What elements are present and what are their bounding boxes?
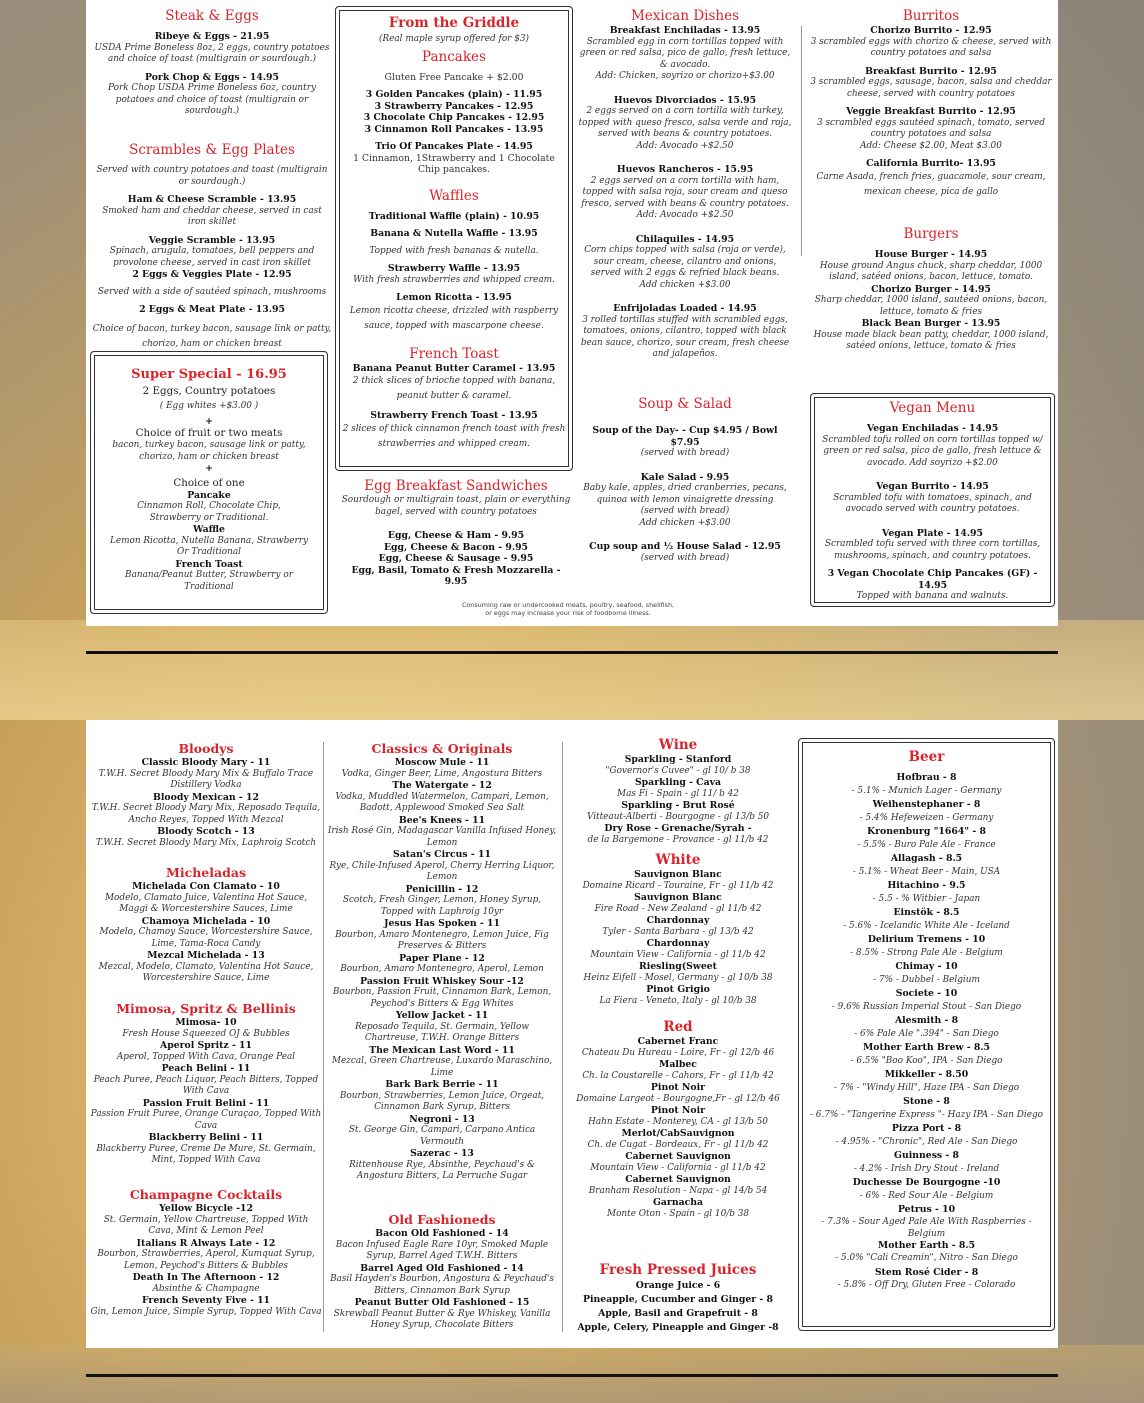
beer-detail: - 5.5 - % Witbier - Japan <box>872 893 981 904</box>
wine-name: Sauvignon Blanc <box>634 892 722 903</box>
wine-detail: Branham Resolution - Napa - gl 14/b 54 <box>588 1185 768 1196</box>
section-intro: Sourdough or multigrain toast, plain or everything bagel, served with country potatoes <box>341 495 571 517</box>
beer-name: Societe - 10 <box>895 988 958 999</box>
menu-item: Jesus Has Spoken - 11 <box>384 918 500 929</box>
item-description: Choice of bacon, turkey bacon, sausage link or patty, chorizo, ham or chicken breast <box>92 323 332 349</box>
item-description: Topped with banana and walnuts. <box>856 591 1009 601</box>
menu-item: 3 Strawberry Pancakes - 12.95 <box>374 100 534 112</box>
column-divider <box>562 742 563 1332</box>
menu-item: 3 Chocolate Chip Pancakes - 12.95 <box>363 112 545 123</box>
wine-name: Pinot Noir <box>650 1082 706 1093</box>
item-description: 1 Cinnamon, 1Strawberry and 1 Chocolate Chip pancakes. <box>353 152 555 175</box>
subsection-title: White <box>655 852 701 868</box>
item-description: Mezcal, Green Chartreuse, Luxardo Maraschino, Lime <box>331 1056 553 1078</box>
item-description: Pork Chop USDA Prime Boneless 6oz, country potatoes and choice of toast (multigrain or sourdough.) <box>108 83 316 116</box>
burgers-section <box>806 226 1056 353</box>
item-description: Bourbon, Strawberries, Lemon Juice, Orgeat, Cinnamon Bark Syrup, Bitters <box>339 1090 545 1112</box>
beer-detail: - 6.7% - "Tangerine Express "- Hazy IPA - San Diego <box>809 1109 1043 1120</box>
item-description: Rye, Chile-Infused Aperol, Cherry Herring Liquor, Lemon <box>329 860 555 882</box>
wine-name: Merlot/CabSauvignon <box>621 1128 735 1139</box>
menu-item: Vegan Enchiladas - 14.95 <box>866 423 999 434</box>
beer-name: Delirium Tremens - 10 <box>867 934 986 945</box>
menu-item: Cup soup and ½ House Salad - 12.95 <box>589 541 781 552</box>
menu-item: Veggie Breakfast Burrito - 12.95 <box>846 106 1016 117</box>
beer-detail: - 6% - Red Sour Ale - Belgium <box>859 1190 994 1201</box>
section-title: Bloodys <box>178 741 234 756</box>
item-description: Reposado Tequila, St. Germain, Yellow Chartreuse, T.W.H. Orange Bitters <box>355 1021 529 1043</box>
menu-item: Veggie Scramble - 13.95 <box>148 234 276 246</box>
item-description: 2 thick slices of brioche topped with banana, peanut butter & caramel. <box>352 376 556 401</box>
item-description: Gin, Lemon Juice, Simple Syrup, Topped With Cava <box>90 1306 322 1317</box>
menu-item: Passion Fruit Whiskey Sour -12 <box>360 975 524 987</box>
item-description: Modelo, Chamoy Sauce, Worcestershire Sauce, Lime, Tama-Roca Candy <box>99 927 313 949</box>
item-description: Bourbon, Passion Fruit, Cinnamon Bark, Lemon, Peychod's Bitters & Egg Whites <box>332 987 552 1009</box>
mimosa-section <box>90 1000 322 1167</box>
menu-item: Vegan Plate - 14.95 <box>882 527 983 539</box>
wine-detail: Chateau Du Hureau - Loire, Fr - gl 12/b 46 <box>581 1047 775 1058</box>
beer-name: Hitachino - 9.5 <box>887 880 966 891</box>
wine-detail: Heinz Eifell - Mosel, Germany - gl 10/b 38 <box>583 972 773 983</box>
item-description: Peach Puree, Peach Liquor, Peach Bitters, Topped With Cava <box>93 1074 319 1096</box>
item-description: Vodka, Ginger Beer, Lime, Angostura Bitters <box>341 768 543 779</box>
wine-detail: Monte Oton - Spain - gl 10/b 38 <box>607 1208 749 1219</box>
section-title: Vegan Menu <box>889 400 976 416</box>
item-description: Skrewball Peanut Butter & Rye Whiskey, Vanilla Honey Syrup, Chocolate Bitters <box>333 1308 551 1330</box>
item-addon: Add: Cheese $2.00, Meat $3.00 <box>860 140 1002 151</box>
beer-name: Duchesse De Bourgogne -10 <box>852 1177 1001 1188</box>
section-title: Steak & Eggs <box>165 8 259 24</box>
menu-item: The Watergate - 12 <box>392 780 492 791</box>
item-addon: Add: Avocado +$2.50 <box>636 210 734 220</box>
section-title: Wine <box>658 737 698 753</box>
menu-item: Orange Juice - 6 <box>635 1280 721 1291</box>
wine-detail: Mas Fi - Spain - gl 11/ b 42 <box>617 788 739 799</box>
wine-section <box>568 737 788 1220</box>
beer-detail: - 4.2% - Irish Dry Stout - Ireland <box>853 1163 1000 1174</box>
menu-item: Egg, Cheese & Ham - 9.95 <box>387 530 525 541</box>
background-glow <box>0 620 1144 720</box>
beer-detail: - 9.6% Russian Imperial Stout - San Diego <box>831 1001 1022 1012</box>
menu-item: 3 Cinnamon Roll Pancakes - 13.95 <box>364 123 544 135</box>
item-description: Topped with fresh bananas & nutella. <box>369 245 539 256</box>
beer-name: Mother Earth Brew - 8.5 <box>862 1042 991 1053</box>
section-intro: Served with country potatoes and toast (multigrain or sourdough.) <box>96 165 328 187</box>
item-description: Bacon Infused Eagle Rare 10yr, Smoked Maple Syrup, Barrel Aged T.W.H. Bitters <box>335 1239 549 1261</box>
food-safety-note: Consuming raw or undercooked meats, poultry, seafood, shellfish, or eggs may increase your risk of foodborne illness. <box>461 601 675 617</box>
item-description: Bourbon, Amaro Montenegro, Aperol, Lemon <box>340 964 544 974</box>
item-description: 2 slices of thick cinnamon french toast with fresh strawberries and whipped cream. <box>342 423 566 449</box>
item-description: Fresh House Squeezed OJ & Bubbles <box>122 1028 290 1039</box>
menu-item: Peanut Butter Old Fashioned - 15 <box>354 1297 530 1308</box>
section-subtitle: (Real maple syrup offered for $3) <box>378 34 529 44</box>
menu-item: Breakfast Burrito - 12.95 <box>865 65 997 77</box>
menu-item: Penicillin - 12 <box>405 883 479 895</box>
option-description: Banana/Peanut Butter, Strawberry or Traditional <box>125 570 293 592</box>
menu-item: Sazerac - 13 <box>410 1148 474 1159</box>
wine-detail: Mountain View - California - gl 11/b 42 <box>590 949 766 960</box>
item-addon: Add chicken +$3.00 <box>639 517 731 528</box>
wine-detail: Hahn Estate - Monterey, CA - gl 13/b 50 <box>588 1116 768 1127</box>
wine-name: Dry Rose - Grenache/Syrah - <box>604 823 752 834</box>
wine-detail: Ch. de Cugat - Bordeaux, Fr - gl 11/b 42 <box>587 1139 769 1150</box>
subsection-title: Waffles <box>429 187 479 204</box>
wine-name: Pinot Noir <box>650 1105 706 1116</box>
beer-detail: - 6.5% "Boo Koo", IPA - San Diego <box>850 1055 1003 1066</box>
wine-detail: de la Bargemone - Provance - gl 11/b 42 <box>587 834 769 845</box>
menu-item: Chamoya Michelada - 10 <box>141 915 271 927</box>
wine-name: Sparkling - Cava <box>634 777 722 788</box>
wine-name: Chardonnay <box>646 938 710 949</box>
menu-item: Strawberry French Toast - 13.95 <box>370 410 538 421</box>
menu-item: Traditional Waffle (plain) - 10.95 <box>368 210 540 222</box>
menu-item: French Seventy Five - 11 <box>141 1295 271 1306</box>
wine-name: Cabernet Franc <box>637 1036 719 1047</box>
menu-item: 2 Eggs & Meat Plate - 13.95 <box>139 304 285 315</box>
egg-sandwiches-section <box>340 478 572 588</box>
menu-item: Negroni - 13 <box>409 1113 475 1125</box>
special-option: Waffle <box>193 524 225 535</box>
menu-item: Huevos Divorciados - 15.95 <box>613 94 757 106</box>
special-line: Choice of one <box>173 476 245 489</box>
item-description: With fresh strawberries and whipped cream. <box>353 274 555 285</box>
beer-detail: - 7% - Dubbel - Belgium <box>873 974 980 985</box>
section-title: Egg Breakfast Sandwiches <box>364 478 548 494</box>
special-line: ( Egg whites +$3.00 ) <box>159 401 259 411</box>
beer-detail: - 5.5% - Buro Pale Ale - France <box>857 839 996 850</box>
menu-item: Banana Peanut Butter Caramel - 13.95 <box>352 362 556 374</box>
beer-name: Alesmith - 8 <box>894 1015 959 1026</box>
item-description: Bourbon, Strawberries, Aperol, Kumquat Syrup, Lemon, Peychod's Bitters & Bubbles <box>97 1249 315 1271</box>
wine-name: Garnacha <box>652 1197 704 1208</box>
item-description: Served with a side of sautéed spinach, mushrooms <box>97 286 327 297</box>
item-description: (served with bread) <box>640 448 730 458</box>
item-description: Scrambled egg in corn tortillas topped with green or red salsa, pico de gallo, fresh lettuce, & avocado. <box>579 36 791 70</box>
beer-detail: - 8.5% - Strong Pale Ale - Belgium <box>850 947 1003 958</box>
item-description: Vodka, Muddled Watermelon, Campari, Lemon, Badott, Applewood Smoked Sea Salt <box>335 791 549 813</box>
wine-detail: Mountain View - California - gl 11/b 42 <box>590 1162 766 1173</box>
beer-detail: - 5.0% "Cali Creamin", Nitro - San Diego <box>835 1253 1018 1263</box>
menu-item: Peach Belini - 11 <box>161 1063 251 1074</box>
special-line: 2 Eggs, Country potatoes <box>142 385 276 397</box>
beer-name: Kronenburg "1664" - 8 <box>867 826 986 837</box>
beer-name: Mikkeller - 8.50 <box>884 1069 969 1080</box>
section-title: From the Griddle <box>388 15 520 31</box>
item-description: Absinthe & Champagne <box>152 1283 260 1294</box>
special-option: Pancake <box>187 489 231 501</box>
item-description: T.W.H. Secret Bloody Mary Mix & Buffalo Trace Distillery Vodka <box>98 768 314 790</box>
wine-name: Sauvignon Blanc <box>634 869 722 880</box>
section-title: Beer <box>908 749 945 765</box>
menu-item: Strawberry Waffle - 13.95 <box>387 263 521 274</box>
menu-item: Yellow Jacket - 11 <box>395 1010 489 1021</box>
menu-item: Bacon Old Fashioned - 14 <box>375 1228 509 1239</box>
subsection-title: Red <box>663 1019 693 1035</box>
menu-item: Apple, Basil and Grapefruit - 8 <box>598 1308 758 1319</box>
item-description: Rittenhouse Rye, Absinthe, Peychaud's & Angostura Bitters, La Perruche Sugar <box>349 1159 535 1181</box>
item-addon: Add chicken +$3.00 <box>639 279 731 290</box>
beer-name: Einstök - 8.5 <box>893 907 960 918</box>
item-description: T.W.H. Secret Bloody Mary Mix, Reposado Tequila, Ancho Reyes, Topped With Mezcal <box>91 803 321 825</box>
item-description: 3 rolled tortillas stuffed with scrambled eggs, tomatoes, onions, cilantro, topped with black bean sauce, chorizo, sour cream, fresh cheese and jalapeños. <box>580 314 790 359</box>
item-description: Corn chips topped with salsa (roja or verde), sour cream, cheese, cilantro and onions, served with 2 eggs & refried black beans. <box>584 245 786 278</box>
menu-item: Chilaquiles - 14.95 <box>635 233 735 245</box>
menu-item: Chorizo Burger - 14.95 <box>871 283 991 295</box>
section-title: Champagne Cocktails <box>129 1187 283 1202</box>
section-title: Mimosa, Spritz & Bellinis <box>116 1001 296 1016</box>
menu-item: Bloody Mexican - 12 <box>153 791 259 803</box>
beer-detail: - 6% Pale Ale ".394" - San Diego <box>854 1028 999 1039</box>
beer-name: Pizza Port - 8 <box>891 1123 962 1134</box>
soup-salad-section <box>578 396 792 564</box>
item-description: USDA Prime Boneless 8oz, 2 eggs, country potatoes and choice of toast (multigrain or sourdough.) <box>94 42 330 64</box>
menu-item: Black Bean Burger - 13.95 <box>861 318 1001 329</box>
menu-item: Trio Of Pancakes Plate - 14.95 <box>375 141 533 152</box>
menu-item: Bark Bark Berrie - 11 <box>385 1079 499 1090</box>
beer-name: Stem Rosé Cider - 8 <box>874 1266 979 1278</box>
item-description: Carne Asada, french fries, guacamole, sour cream, mexican cheese, pica de gallo <box>816 171 1046 197</box>
item-description: Modelo, Clamato Juice, Valentina Hot Sauce, Maggi & Worcestershire Sauces, Lime <box>104 892 308 914</box>
special-line: bacon, turkey bacon, sausage link or patty, chorizo, ham or chicken breast <box>112 440 306 462</box>
item-description: St. George Gin, Campari, Carpano Antica Vermouth <box>348 1125 536 1147</box>
section-title: Micheladas <box>166 865 246 880</box>
menu-item: Passion Fruit Belini - 11 <box>142 1097 270 1109</box>
super-special-box <box>90 351 328 614</box>
item-description: Scrambled tofu rolled on corn tortillas topped w/ green or red salsa, pico de gallo, fresh lettuce & avocado. Add soyrizo +$2.00 <box>822 434 1043 468</box>
beer-detail: - 5.1% - Munich Lager - Germany <box>851 785 1002 796</box>
page-divider <box>86 1374 1058 1377</box>
item-description: 2 eggs served on a corn tortilla with ham, topped with salsa roja, sour cream and queso fresco, served with beans & country potatoes. <box>581 175 789 209</box>
item-description: Irish Rosé Gin, Madagascar Vanilla Infused Honey, Lemon <box>327 826 557 848</box>
menu-item: Vegan Burrito - 14.95 <box>876 481 989 492</box>
item-description: Aperol, Topped With Cava, Orange Peal <box>116 1051 296 1062</box>
beer-detail: - 7.3% - Sour Aged Pale Ale With Raspberries - Belgium <box>821 1216 1032 1239</box>
beer-detail: - 5.8% - Off Dry, Gluten Free - Colorado <box>837 1280 1016 1290</box>
champagne-section <box>90 1186 322 1318</box>
menu-item: Michelada Con Clamato - 10 <box>132 881 280 892</box>
subsection-title: French Toast <box>409 345 499 362</box>
item-description: St. Germain, Yellow Chartreuse, Topped With Cava, Mint & Lemon Peel <box>103 1214 309 1236</box>
section-title: Classics & Originals <box>371 741 513 756</box>
wine-name: Malbec <box>659 1059 697 1070</box>
column-divider <box>323 742 324 1332</box>
wine-detail: "Governor's Cuvee" - gl 10/ b 38 <box>605 765 751 776</box>
special-title: Super Special - 16.95 <box>131 367 287 382</box>
mexican-dishes-section <box>578 8 792 361</box>
menu-item: Italians R Always Late - 12 <box>136 1237 276 1249</box>
subsection-title: Pancakes <box>422 48 486 65</box>
juices-section <box>568 1262 788 1335</box>
menu-item: Chorizo Burrito - 12.95 <box>870 25 992 36</box>
menu-item: California Burrito- 13.95 <box>866 158 996 169</box>
item-description: Basil Hayden's Bourbon, Angostura & Peychaud's Bitters, Cinnamon Bark Syrup <box>330 1274 554 1296</box>
menu-item: House Burger - 14.95 <box>874 249 988 260</box>
menu-item: Egg, Basil, Tomato & Fresh Mozzarella - 9.95 <box>351 564 561 587</box>
wine-detail: Ch. la Coustarelle - Cahors, Fr - gl 11/b 42 <box>582 1070 774 1081</box>
steak-eggs-section <box>92 8 332 118</box>
wine-detail: Vitteaut-Alberti - Bourgogne - gl 13/b 50 <box>586 811 770 822</box>
item-description: Baby kale, apples, dried cranberries, pecans, quinoa with lemon vinaigrette dressing <box>583 483 787 505</box>
wine-name: Cabernet Sauvignon <box>625 1174 731 1185</box>
menu-item: Bloody Scotch - 13 <box>157 826 255 837</box>
menu-item: Soup of the Day- - Cup $4.95 / Bowl $7.95 <box>592 425 778 448</box>
item-description: Bourbon, Amaro Montenegro, Lemon Juice, Fig Preserves & Bitters <box>335 929 549 951</box>
micheladas-section <box>90 864 322 985</box>
menu-item: Aperol Spritz - 11 <box>160 1040 252 1051</box>
item-description: Smoked ham and cheddar cheese, served in cast iron skillet <box>102 205 322 227</box>
griddle-box <box>335 6 573 471</box>
option-description: Lemon Ricotta, Nutella Banana, Strawberry Or Traditional <box>109 535 309 557</box>
wine-name: Cabernet Sauvignon <box>625 1151 731 1162</box>
menu-item: Pineapple, Cucumber and Ginger - 8 <box>583 1294 773 1305</box>
item-description: 3 scrambled eggs with chorizo & cheese, served with country potatoes and salsa <box>810 36 1052 58</box>
menu-item: Egg, Cheese & Bacon - 9.95 <box>383 541 529 553</box>
section-title: Mexican Dishes <box>630 8 740 24</box>
menu-item: Paper Plane - 12 <box>399 952 485 964</box>
item-description: T.W.H. Secret Bloody Mary Mix, Laphroig Scotch <box>95 837 317 848</box>
menu-item: Apple, Celery, Pineapple and Ginger -8 <box>577 1322 779 1333</box>
item-description: 3 scrambled eggs sautéed spinach, tomato, served country potatoes and salsa <box>817 117 1045 139</box>
beer-name: Petrus - 10 <box>897 1204 956 1215</box>
item-description: 3 scrambled eggs, sausage, bacon, salsa and cheddar cheese, served with country potatoes <box>810 77 1052 99</box>
menu-item: Classic Bloody Mary - 11 <box>141 757 271 768</box>
item-addon: Add: Chicken, soyrizo or chorizo+$3.00 <box>595 71 775 81</box>
section-title: Scrambles & Egg Plates <box>129 142 295 158</box>
beer-detail: - 5.4% Hefeweizen - Germany <box>859 812 994 823</box>
plus-sign: + <box>205 415 213 427</box>
menu-item: 3 Vegan Chocolate Chip Pancakes (GF) - 14.95 <box>827 568 1038 591</box>
item-description: 2 eggs served on a corn tortilla with turkey, topped with queso fresco, salsa verde and roja, served with beans & country potatoes. <box>578 106 792 139</box>
old-fashioneds-section <box>327 1211 557 1332</box>
item-description: House made black bean patty, cheddar, 1000 island, satéed onions, lettuce, tomato & fries <box>813 329 1049 351</box>
item-addon: Add: Avocado +$2.50 <box>636 140 734 151</box>
item-description: Scotch, Fresh Ginger, Lemon, Honey Syrup, Topped with Laphroig 10yr <box>342 895 542 917</box>
menu-item: Ham & Cheese Scramble - 13.95 <box>127 194 297 205</box>
burritos-section <box>806 8 1056 200</box>
menu-item: Enfrijoladas Loaded - 14.95 <box>613 303 757 314</box>
menu-item: Lemon Ricotta - 13.95 <box>396 292 512 303</box>
menu-item: Mezcal Michelada - 13 <box>147 950 265 961</box>
menu-item: The Mexican Last Word - 11 <box>369 1044 515 1056</box>
section-title: Old Fashioneds <box>388 1212 496 1227</box>
column-divider <box>801 26 802 256</box>
item-description: Blackberry Puree, Creme De Mure, St. Germain, Mint, Topped With Cava <box>96 1143 316 1165</box>
menu-item: Satan's Circus - 11 <box>393 849 491 860</box>
menu-item: Yellow Bicycle -12 <box>159 1203 253 1214</box>
item-description: (served with bread) <box>640 552 730 563</box>
menu-item: 2 Eggs & Veggies Plate - 12.95 <box>132 269 292 280</box>
item-description: Passion Fruit Puree, Orange Curaçao, Topped With Cava <box>90 1109 322 1131</box>
item-description: Scrambled tofu served with three corn tortillas, mushrooms, spinach, and country potatoes. <box>824 539 1041 561</box>
beer-name: Stone - 8 <box>903 1096 950 1107</box>
wine-name: Riesling(Sweet <box>639 961 717 972</box>
menu-item: Bee's Knees - 11 <box>398 814 486 826</box>
menu-item: Pork Chop & Eggs - 14.95 <box>144 71 279 83</box>
beer-name: Guinness - 8 <box>894 1150 959 1161</box>
beer-name: Hofbrau - 8 <box>896 772 957 783</box>
section-title: Burgers <box>903 226 959 242</box>
section-title: Soup & Salad <box>638 396 732 412</box>
beer-detail: - 5.1% - Wheat Beer - Main, USA <box>852 866 1001 877</box>
item-description: Sharp cheddar, 1000 island, sautéed onions, bacon, lettuce, tomato & fries <box>814 295 1048 317</box>
special-line: Choice of fruit or two meats <box>135 427 283 439</box>
bloodys-section <box>90 740 322 849</box>
wine-detail: Tyler - Santa Barbara - gl 13/b 42 <box>602 926 754 937</box>
menu-item: Moscow Mule - 11 <box>394 757 490 768</box>
menu-item: Ribeye & Eggs - 21.95 <box>154 31 270 42</box>
wine-detail: La Fiera - Veneto, Italy - gl 10/b 38 <box>599 995 757 1006</box>
wine-name: Chardonnay <box>646 915 710 926</box>
page-divider <box>86 651 1058 654</box>
classics-section <box>327 740 557 1183</box>
item-description: Scrambled tofu with tomatoes, spinach, and avocado served with country potatoes. <box>833 492 1032 514</box>
beer-box <box>798 738 1055 1331</box>
item-description: Spinach, arugula, tomatoes, bell peppers and provolone cheese, served in cast iron skillet <box>109 246 315 268</box>
beer-name: Chimay - 10 <box>895 961 958 972</box>
vegan-menu-box <box>810 393 1055 607</box>
menu-item: Egg, Cheese & Sausage - 9.95 <box>378 553 534 564</box>
wine-name: Sparkling - Brut Rosé <box>621 800 735 811</box>
menu-item: Banana & Nutella Waffle - 13.95 <box>370 228 538 239</box>
menu-item: Huevos Rancheros - 15.95 <box>616 164 754 175</box>
menu-item: 3 Golden Pancakes (plain) - 11.95 <box>365 89 543 100</box>
beer-detail: - 7% - "Windy Hill", Haze IPA - San Diego <box>833 1082 1020 1093</box>
wine-detail: Domaine Largeot - Bourgogne,Fr - gl 12/b 46 <box>576 1093 780 1104</box>
beer-name: Allagash - 8.5 <box>890 853 963 864</box>
item-description: House ground Angus chuck, sharp cheddar, 1000 island, satéed onions, bacon, lettuce, tomato. <box>819 260 1043 282</box>
beer-detail: - 5.6% - Icelandic White Ale - Iceland <box>843 920 1010 931</box>
section-title: Burritos <box>902 8 960 24</box>
item-note: Gluten Free Pancake + $2.00 <box>384 71 524 83</box>
plus-sign: + <box>205 463 213 474</box>
section-title: Fresh Pressed Juices <box>599 1262 757 1278</box>
item-description: Lemon ricotta cheese, drizzled with raspberry sauce, topped with mascarpone cheese. <box>349 305 559 331</box>
menu-item: Death In The Afternoon - 12 <box>132 1272 280 1283</box>
scrambles-section <box>92 142 332 352</box>
menu-item: Mimosa- 10 <box>175 1017 237 1028</box>
wine-name: Sparkling - Stanford <box>624 754 732 765</box>
option-description: Cinnamon Roll, Chocolate Chip, Strawberry or Traditional. <box>137 501 281 523</box>
menu-item: Blackberry Belini - 11 <box>148 1132 264 1143</box>
beer-detail: - 4.95% - "Chronic", Red Ale - San Diego <box>835 1136 1018 1147</box>
item-description: Mezcal, Modelo, Clamato, Valentina Hot Sauce, Worcestershire Sauce, Lime <box>98 961 314 983</box>
special-option: French Toast <box>175 558 243 570</box>
wine-detail: Fire Road - New Zealand - gl 11/b 42 <box>594 903 762 914</box>
wine-detail: Domaine Ricard - Touraine, Fr - gl 11/b 42 <box>582 880 774 891</box>
item-description: (served with bread) <box>640 506 730 516</box>
menu-item: Breakfast Enchiladas - 13.95 <box>609 25 761 36</box>
beer-name: Weihenstephaner - 8 <box>872 799 981 810</box>
beer-name: Mother Earth - 8.5 <box>877 1239 976 1251</box>
menu-item: Kale Salad - 9.95 <box>640 471 730 483</box>
menu-item: Barrel Aged Old Fashioned - 14 <box>360 1262 524 1274</box>
wine-name: Pinot Grigio <box>646 984 710 995</box>
